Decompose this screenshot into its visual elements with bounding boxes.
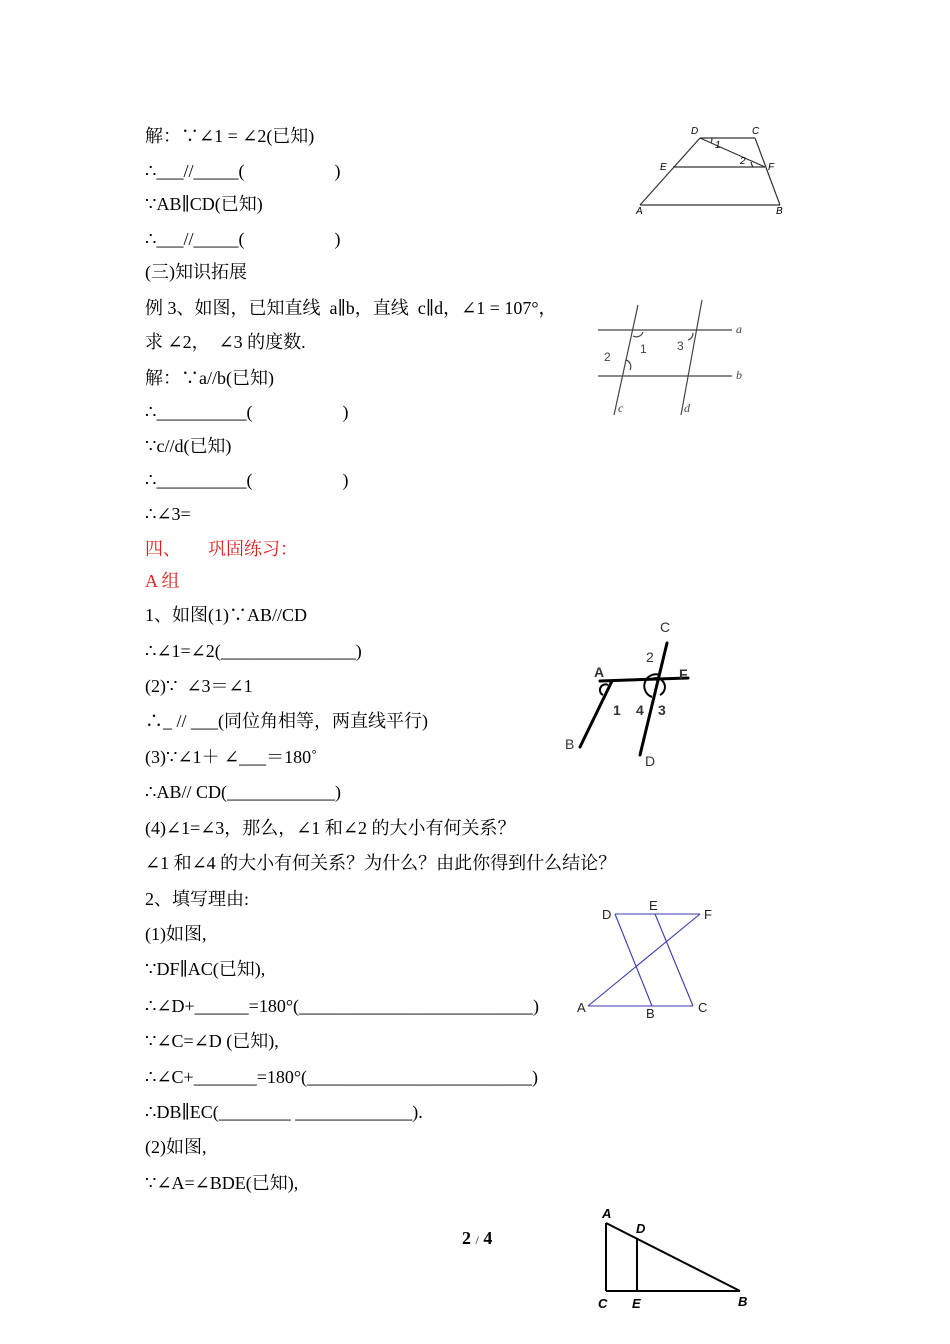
text-line: ∴__________( )	[145, 470, 349, 490]
text-line: (2)∵ ∠3＝∠1	[145, 676, 253, 696]
trapezoid-figure	[625, 120, 795, 220]
page-total: 4	[483, 1228, 493, 1248]
label-E: E	[649, 898, 658, 913]
parallel-lines-figure	[590, 295, 755, 420]
angle-1-label: 1	[640, 342, 647, 356]
label-B: B	[646, 1006, 655, 1021]
text-line: ∵DF∥AC(已知),	[145, 959, 266, 979]
text-line: ∴∠C+_______=180°(_________________________)	[145, 1067, 539, 1087]
label-B: B	[776, 206, 783, 217]
label-F: F	[704, 907, 712, 922]
angle-1-label: 1	[613, 702, 621, 718]
page-number	[462, 1228, 492, 1249]
label-A: A	[636, 206, 643, 217]
angle-4-label: 4	[636, 702, 644, 718]
label-A: A	[602, 1206, 612, 1221]
label-D: D	[602, 907, 612, 922]
label-C: C	[752, 126, 760, 137]
text-line: ∴∠3=	[145, 504, 191, 524]
text-line: ∵AB∥CD(已知)	[145, 194, 263, 214]
angle-2-label: 2	[740, 156, 746, 167]
text-line: ∴∠1=∠2(_______________)	[145, 641, 362, 661]
label-E: E	[632, 1296, 641, 1311]
page-separator: /	[475, 1233, 479, 1247]
label-D: D	[645, 753, 656, 769]
text-line: ∵c//d(已知)	[145, 436, 232, 456]
label-D: D	[691, 126, 699, 137]
text-line: ∠1 和∠4 的大小有何关系？为什么？由此你得到什么结论？	[145, 853, 617, 873]
group-heading: A 组	[145, 571, 180, 591]
angle-3-label: 3	[677, 339, 684, 353]
text-line: 例 3、如图，已知直线 a∥b，直线 c∥d，∠1 = 107°，	[145, 298, 557, 318]
angle-2-label: 2	[646, 649, 654, 665]
df-ac-figure	[572, 895, 722, 1025]
text-line: ∴AB// CD(____________)	[145, 782, 341, 802]
label-E: E	[660, 162, 667, 173]
label-B: B	[738, 1294, 748, 1309]
angle-3-label: 3	[658, 702, 666, 718]
text-line: ∴_ // ___(同位角相等，两直线平行)	[145, 711, 428, 731]
line-d-label: d	[684, 401, 690, 415]
text-line: 解：∵a//b(已知)	[145, 368, 274, 388]
text-line: ∵∠A=∠BDE(已知),	[145, 1173, 299, 1193]
text-line: ∴___//_____( )	[145, 161, 341, 181]
label-A: A	[577, 1000, 586, 1015]
text-line: 1、如图(1)∵AB//CD	[145, 605, 307, 625]
angle-2-label: 2	[604, 350, 611, 364]
section-heading: (三)知识拓展	[145, 262, 247, 282]
angle-1-label: 1	[715, 140, 721, 151]
angle-exercise-figure	[560, 615, 705, 775]
text-line: ∴__________( )	[145, 402, 349, 422]
text-line: 解：∵∠1 = ∠2(已知)	[145, 126, 315, 146]
text-line: (3)∵∠1＋ ∠___＝180˚	[145, 747, 318, 767]
label-D: D	[636, 1221, 646, 1236]
text-line: ∴DB∥EC(________ _____________).	[145, 1102, 423, 1122]
line-c-label: c	[618, 401, 624, 415]
text-line: ∴___//_____( )	[145, 229, 341, 249]
text-line: (1)如图,	[145, 924, 207, 944]
label-A: A	[594, 664, 605, 680]
text-line: ∵∠C=∠D (已知),	[145, 1031, 279, 1051]
text-line: 2、填写理由:	[145, 889, 250, 909]
text-line: (4)∠1=∠3，那么，∠1 和∠2 的大小有何关系？	[145, 818, 516, 838]
triangle-figure	[590, 1200, 760, 1320]
text-line: (2)如图,	[145, 1137, 207, 1157]
text-line: 求 ∠2， ∠3 的度数.	[145, 332, 306, 352]
label-C: C	[660, 619, 671, 635]
section-heading: 四、 巩固练习：	[145, 539, 298, 559]
line-a-label: a	[736, 322, 742, 336]
label-F: F	[679, 666, 688, 682]
label-C: C	[698, 1000, 708, 1015]
label-C: C	[598, 1296, 608, 1311]
label-B: B	[565, 736, 575, 752]
page-current: 2	[462, 1228, 471, 1248]
label-F: F	[768, 162, 775, 173]
line-b-label: b	[736, 368, 742, 382]
text-line: ∴∠D+______=180°(__________________________)	[145, 996, 540, 1016]
